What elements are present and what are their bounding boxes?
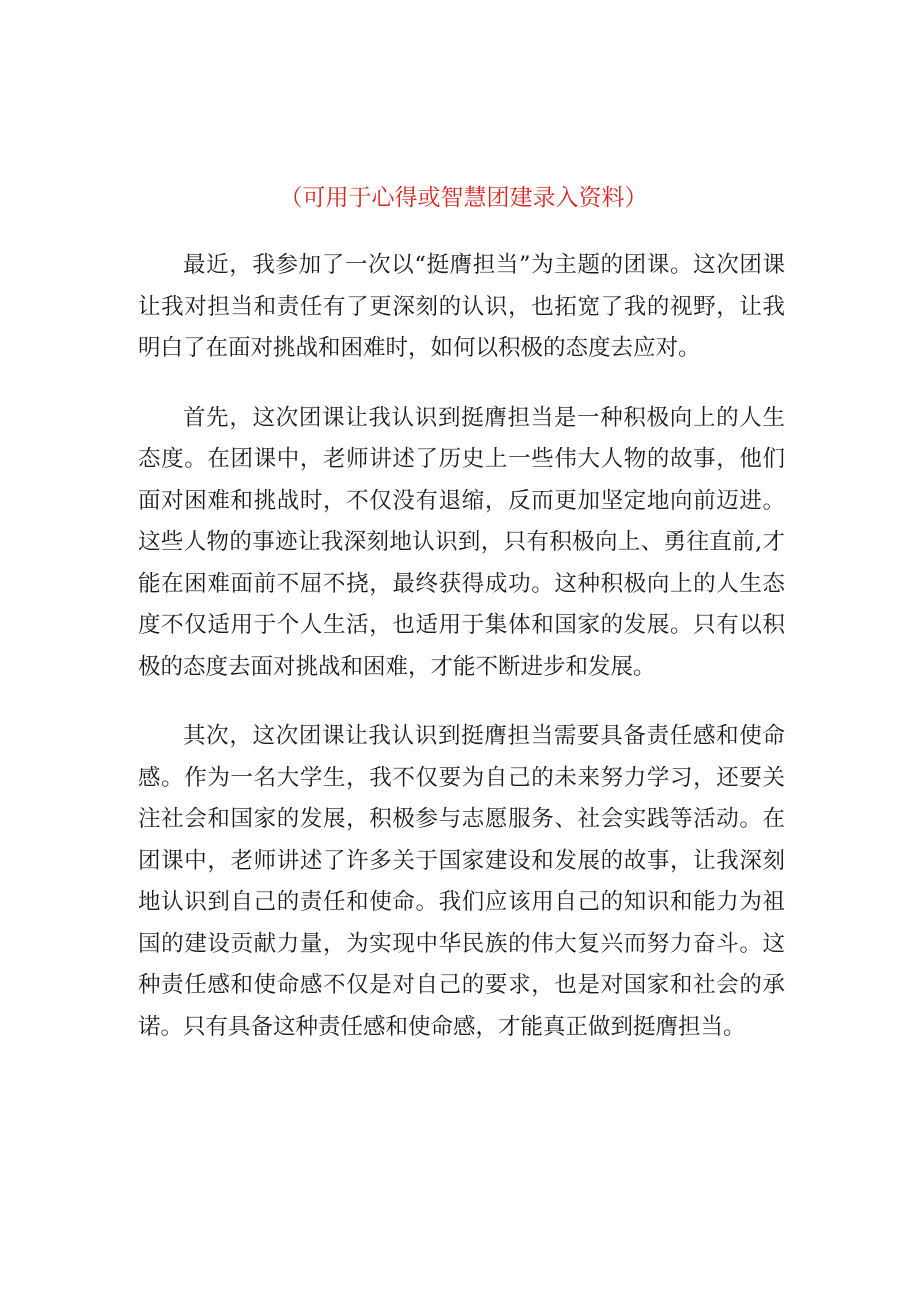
paragraph-first-point: 首先，这次团课让我认识到挺膺担当是一种积极向上的人生态度。在团课中，老师讲述了历史上一些伟大人物的故事，他们面对困难和挑战时，不仅没有退缩，反而更加坚定地向前迈进。这些人物的事迹让我深刻地认识到，只有积极向上、勇往直前,才能在困难面前不屈不挠，最终获得成功。这种积极向上的人生态度不仅适用于个人生活，也适用于集体和国家的发展。只有以积极的态度去面对挑战和困难，才能不断进步和发展。 [138,404,785,680]
paragraph-second-point: 其次，这次团课让我认识到挺膺担当需要具备责任感和使命感。作为一名大学生，我不仅要为自己的未来努力学习，还要关注社会和国家的发展，积极参与志愿服务、社会实践等活动。在团课中，老师讲述了许多关于国家建设和发展的故事，让我深刻地认识到自己的责任和使命。我们应该用自己的知识和能力为祖国的建设贡献力量，为实现中华民族的伟大复兴而努力奋斗。这种责任感和使命感不仅是对自己的要求，也是对国家和社会的承诺。只有具备这种责任感和使命感，才能真正做到挺膺担当。 [138,723,785,1040]
paragraph-intro: 最近，我参加了一次以“挺膺担当”为主题的团课。这次团课让我对担当和责任有了更深刻的认识，也拓宽了我的视野，让我明白了在面对挑战和困难时，如何以积极的态度去应对。 [138,252,785,361]
document-subtitle: （可用于心得或智慧团建录入资料） [279,185,648,211]
